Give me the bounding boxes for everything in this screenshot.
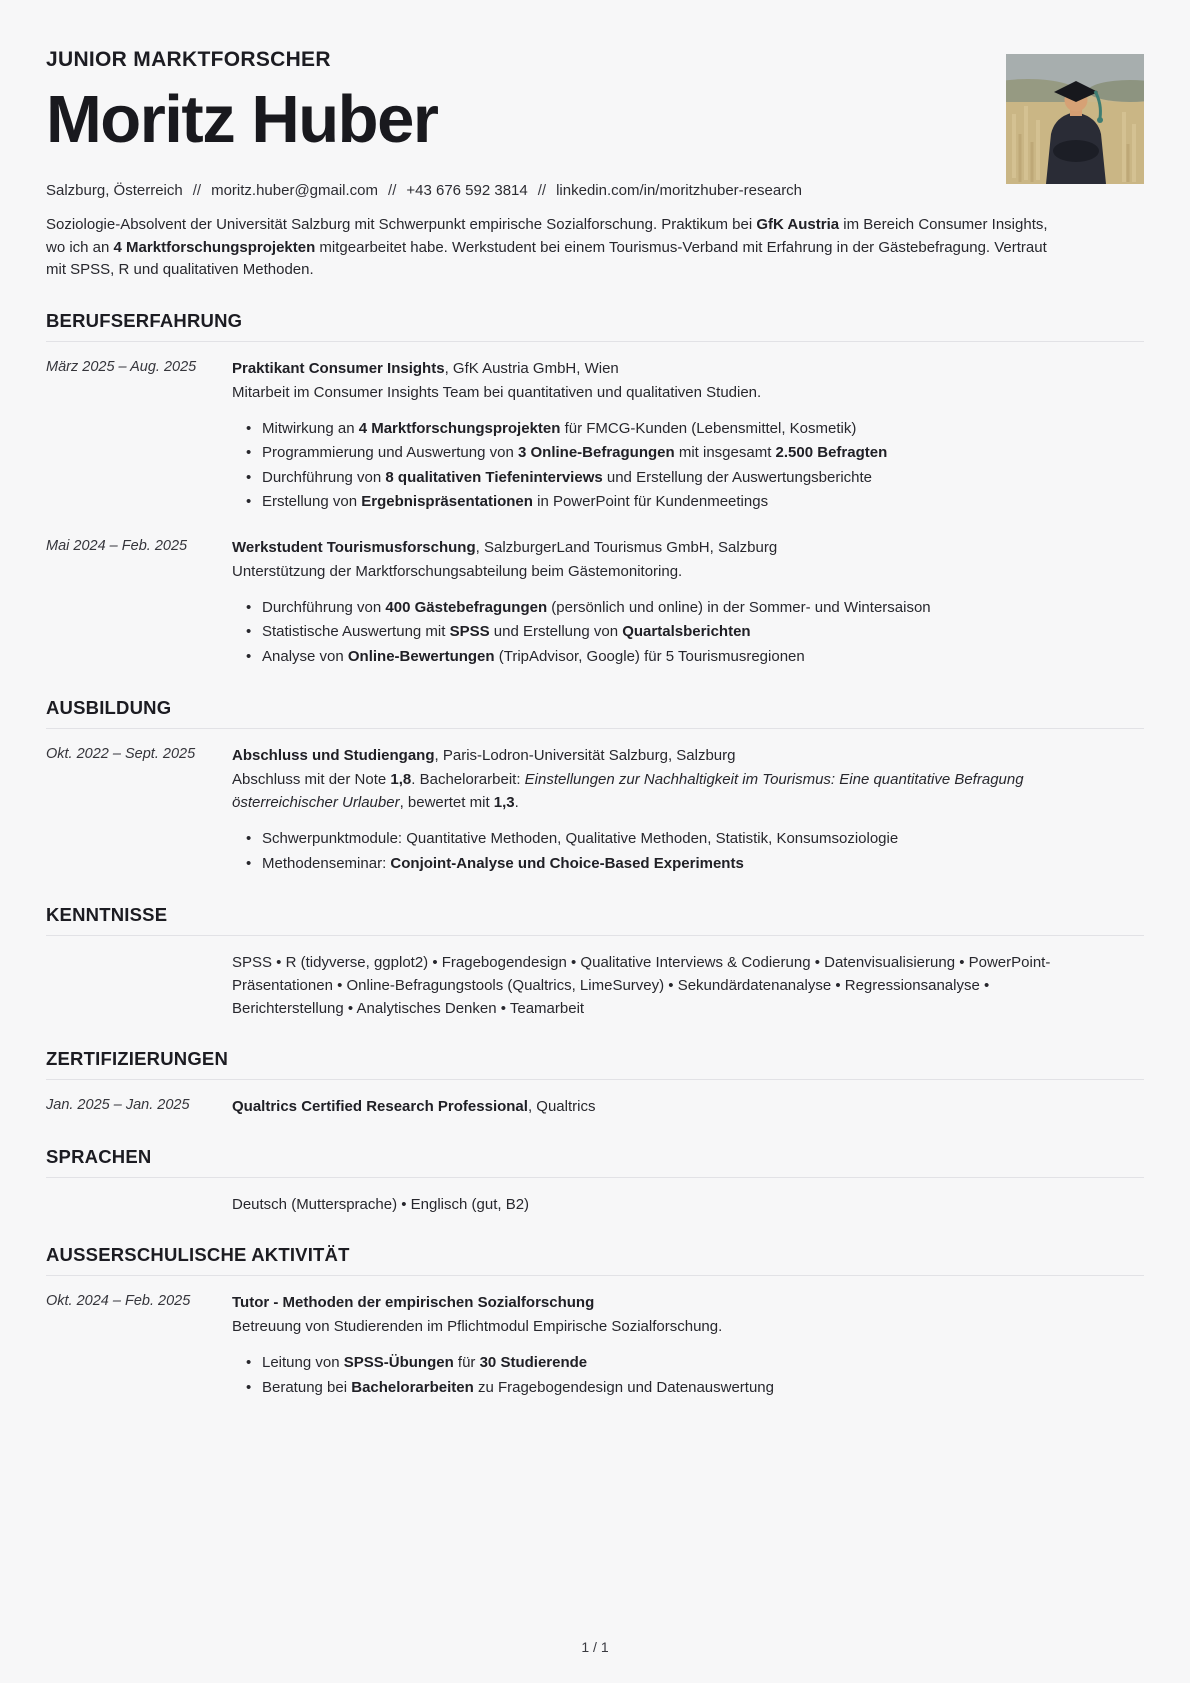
text-segment: , Qualtrics xyxy=(527,1098,596,1115)
section-experience xyxy=(46,310,1144,670)
contact-phone: +43 676 592 3814 xyxy=(406,182,528,199)
entry-title xyxy=(232,357,1065,380)
text-segment: 4 Marktforschungsprojekten xyxy=(113,238,316,256)
text-segment: im Bereich Consumer Insights, wo ich an xyxy=(46,216,1048,256)
section-divider xyxy=(46,1079,1144,1080)
section-divider xyxy=(46,728,1144,729)
bullet-item xyxy=(232,441,1065,466)
contact-linkedin: linkedin.com/in/moritzhuber-research xyxy=(556,182,803,199)
page-indicator: 1 / 1 xyxy=(581,1639,609,1655)
text-segment: SPSS xyxy=(449,623,490,640)
text-segment: für xyxy=(453,1354,480,1371)
section-activities xyxy=(46,1244,1144,1400)
text-segment: Durchführung von xyxy=(262,598,386,616)
entry-subtitle: Mitarbeit im Consumer Insights Team bei quantitativen und qualitativen Studien. xyxy=(232,383,762,401)
text-segment: Methodenseminar: xyxy=(262,854,391,872)
section-skills xyxy=(46,904,1144,1020)
section-heading-certifications: ZERTIFIZIERUNGEN xyxy=(46,1048,229,1069)
text-segment: Analyse von xyxy=(262,647,348,665)
text-segment: 1,3 xyxy=(493,794,515,811)
candidate-name: Moritz Huber xyxy=(46,82,438,157)
text-segment: 4 Marktforschungsprojekten xyxy=(358,419,561,437)
text-segment: Schwerpunktmodule: Quantitative Methoden, Qualitative Methoden, Statistik, Konsumsoziologie xyxy=(262,830,899,847)
text-segment: mit insgesamt xyxy=(674,444,776,461)
text-segment: Erstellung von xyxy=(262,493,362,510)
bullet-item xyxy=(232,852,1065,877)
text-segment: 8 qualitativen Tiefeninterviews xyxy=(385,468,603,486)
contact-separator: // xyxy=(192,182,202,199)
section-certifications xyxy=(46,1048,1144,1118)
text-segment: und Erstellung von xyxy=(489,623,623,640)
text-segment: Conjoint-Analyse und Choice-Based Experiments xyxy=(390,854,744,872)
entry-bullet-list xyxy=(232,596,1065,670)
text-segment: Abschluss mit der Note xyxy=(232,771,391,788)
text-segment: Online-Bewertungen xyxy=(347,647,495,665)
section-heading-skills: KENNTNISSE xyxy=(46,904,168,925)
bullet-item xyxy=(232,620,1065,645)
text-segment: Programmierung und Auswertung von xyxy=(262,444,518,461)
bullet-item xyxy=(232,645,1065,670)
role-title: JUNIOR MARKTFORSCHER xyxy=(46,48,331,71)
text-segment: (TripAdvisor, Google) für 5 Tourismusregionen xyxy=(494,647,805,665)
text-segment: Praktikant Consumer Insights xyxy=(232,359,445,377)
section-heading-languages: SPRACHEN xyxy=(46,1146,152,1167)
bullet-item xyxy=(232,490,1065,515)
text-segment: 2.500 Befragten xyxy=(775,444,888,461)
profile-photo xyxy=(1006,54,1144,184)
contact-separator: // xyxy=(388,182,397,199)
text-segment: für FMCG-Kunden (Lebensmittel, Kosmetik) xyxy=(560,419,857,437)
text-segment: , GfK Austria GmbH, Wien xyxy=(444,359,619,377)
bullet-item xyxy=(232,827,1065,852)
entry-subtitle xyxy=(232,768,1065,814)
entry-bullet-list xyxy=(232,1351,1065,1400)
entry-date: März 2025 – Aug. 2025 xyxy=(46,358,197,375)
text-segment: Einstellungen zur Nachhaltigkeit im Tourismus: Eine quantitative Befragung österreichischer Urlauber xyxy=(232,771,1024,811)
text-segment: zu Fragebogendesign und Datenauswertung xyxy=(473,1378,774,1396)
section-languages xyxy=(46,1146,1144,1216)
entry-bullet-list xyxy=(232,417,1065,515)
entry-title xyxy=(232,536,1065,559)
text-segment: in PowerPoint für Kundenmeetings xyxy=(532,493,769,510)
text-segment: , SalzburgerLand Tourismus GmbH, Salzburg xyxy=(475,538,778,556)
text-segment: Abschluss und Studiengang xyxy=(232,747,435,764)
entry-date: Mai 2024 – Feb. 2025 xyxy=(46,537,188,554)
text-segment: mitgearbeitet habe. Werkstudent bei einem Tourismus-Verband mit Erfahrung in der Gästebefragung. Vertraut mit SPSS, R und qualitativen Methoden. xyxy=(46,238,1047,278)
experience-entry-1 xyxy=(46,357,1144,515)
text-segment: Tutor - Methoden der empirischen Sozialforschung xyxy=(232,1294,595,1311)
section-education xyxy=(46,697,1144,876)
graduate-photo-illustration xyxy=(1006,54,1144,184)
skills-entry xyxy=(46,951,1144,1020)
text-segment: (persönlich und online) in der Sommer- und Wintersaison xyxy=(547,598,931,616)
section-heading-experience: BERUFSERFAHRUNG xyxy=(46,309,243,331)
text-segment: 3 Online-Befragungen xyxy=(517,444,675,461)
resume-header xyxy=(46,48,1144,199)
text-segment: Bachelorarbeiten xyxy=(351,1378,474,1396)
entry-date: Jan. 2025 – Jan. 2025 xyxy=(46,1097,190,1113)
text-segment: Quartalsberichten xyxy=(622,623,751,640)
text-segment: , bewertet mit xyxy=(399,794,494,811)
entry-subtitle: Betreuung von Studierenden im Pflichtmodul Empirische Sozialforschung. xyxy=(232,1318,723,1335)
bullet-item xyxy=(232,466,1065,491)
text-segment: Werkstudent Tourismusforschung xyxy=(232,538,476,556)
entry-bullet-list xyxy=(232,827,1065,876)
skills-text: SPSS • R (tidyverse, ggplot2) • Fragebogendesign • Qualitative Interviews & Codierung • Datenvisualisierung • PowerPoint-Präsentationen • Online-Befragungstools (Qualtrics, LimeSurvey) • Sekundärdatenanalyse • Regressionsanalyse • Berichterstellung • Analytisches Denken • Teamarbeit xyxy=(232,954,1051,1017)
entry-title xyxy=(232,744,1065,767)
section-divider xyxy=(46,1177,1144,1178)
contact-email: moritz.huber@gmail.com xyxy=(211,182,379,199)
certification-entry-1 xyxy=(46,1095,1144,1118)
text-segment: 1,8 xyxy=(390,771,412,788)
section-divider xyxy=(46,341,1144,342)
contact-location: Salzburg, Österreich xyxy=(46,182,183,199)
contact-line xyxy=(46,182,1144,199)
entry-date-empty xyxy=(46,951,232,1020)
section-divider xyxy=(46,1275,1144,1276)
text-segment: , Paris-Lodron-Universität Salzburg, Salzburg xyxy=(434,747,736,764)
entry-date: Okt. 2022 – Sept. 2025 xyxy=(46,746,196,762)
text-segment: Durchführung von xyxy=(262,468,386,486)
text-segment: 400 Gästebefragungen xyxy=(385,598,548,616)
section-heading-education: AUSBILDUNG xyxy=(46,697,172,718)
text-segment: SPSS-Übungen xyxy=(343,1354,454,1371)
entry-title xyxy=(232,1095,1065,1118)
text-segment: Qualtrics Certified Research Professional xyxy=(232,1098,528,1115)
entry-subtitle: Unterstützung der Marktforschungsabteilung beim Gästemonitoring. xyxy=(232,562,683,580)
section-heading-activities: AUSSERSCHULISCHE AKTIVITÄT xyxy=(46,1244,350,1265)
entry-date-empty xyxy=(46,1193,232,1216)
summary-paragraph xyxy=(46,214,1066,282)
text-segment: . Bachelorarbeit: xyxy=(411,771,525,788)
bullet-item xyxy=(232,417,1065,442)
contact-separator: // xyxy=(537,182,547,199)
text-segment: . xyxy=(514,794,519,811)
languages-text: Deutsch (Muttersprache) • Englisch (gut, B2) xyxy=(232,1196,530,1213)
section-divider xyxy=(46,935,1144,936)
education-entry-1 xyxy=(46,744,1144,876)
text-segment: Ergebnispräsentationen xyxy=(361,493,533,510)
text-segment: Leitung von xyxy=(262,1354,344,1371)
entry-date: Okt. 2024 – Feb. 2025 xyxy=(46,1293,191,1309)
experience-entry-2 xyxy=(46,536,1144,670)
text-segment: Beratung bei xyxy=(262,1378,352,1396)
text-segment: GfK Austria xyxy=(756,216,840,233)
text-segment: Mitwirkung an xyxy=(262,419,359,437)
bullet-item xyxy=(232,596,1065,621)
entry-title xyxy=(232,1291,1065,1314)
text-segment: und Erstellung der Auswertungsberichte xyxy=(602,468,873,486)
text-segment: Soziologie-Absolvent der Universität Salzburg mit Schwerpunkt empirische Sozialforschung. Praktikum bei xyxy=(46,216,757,233)
activity-entry-1 xyxy=(46,1291,1144,1400)
bullet-item xyxy=(232,1376,1065,1401)
bullet-item xyxy=(232,1351,1065,1376)
text-segment: 30 Studierende xyxy=(479,1354,588,1371)
text-segment: Statistische Auswertung mit xyxy=(262,623,450,640)
languages-entry xyxy=(46,1193,1144,1216)
